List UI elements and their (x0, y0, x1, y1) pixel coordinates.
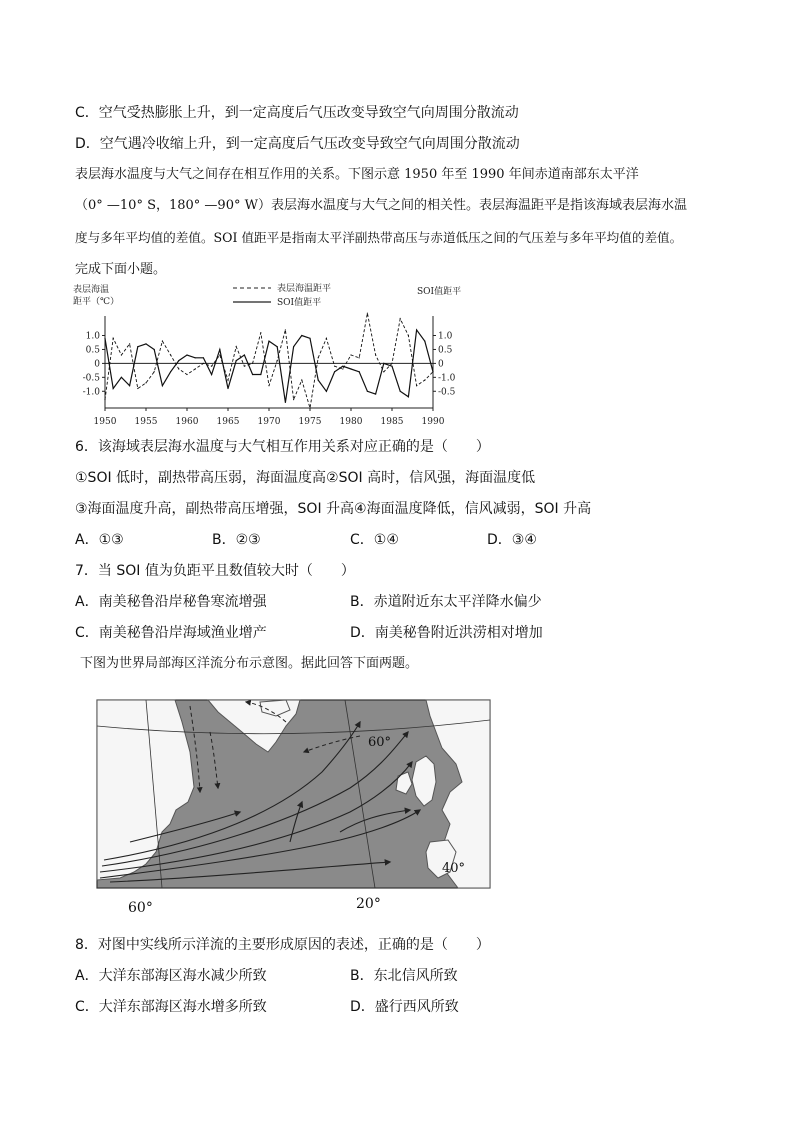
sst-data-point (170, 354, 171, 355)
soi-data-point (162, 385, 163, 386)
q6-stem: 6．该海域表层海水温度与大气相互作用关系对应正确的是（ ） (75, 439, 490, 455)
x-tick-label: 1985 (380, 417, 404, 427)
soi-data-point (359, 371, 360, 372)
sst-data-point (252, 363, 253, 364)
soi-data-point (367, 391, 368, 392)
right-tick-label: -0.5 (438, 387, 456, 398)
sst-data-point (203, 363, 204, 364)
q6-option-d[interactable]: D．③④ (487, 532, 537, 548)
sst-data-point (186, 374, 187, 375)
soi-data-point (293, 346, 294, 347)
soi-data-point (252, 374, 253, 375)
sst-data-point (145, 382, 146, 383)
x-tick-label: 1975 (298, 417, 322, 427)
q8-stem: 8．对图中实线所示洋流的主要形成原因的表述，正确的是（ ） (75, 937, 490, 953)
soi-data-point (145, 343, 146, 344)
sst-data-point (285, 329, 286, 330)
soi-data-point (375, 393, 376, 394)
left-axis-label (73, 283, 119, 307)
soi-data-point (268, 340, 269, 341)
sst-data-point (342, 368, 343, 369)
soi-data-point (211, 374, 212, 375)
sst-data-point (334, 366, 335, 367)
soi-data-point (424, 340, 425, 341)
intro-line-4: 完成下面小题。 (75, 262, 167, 277)
sst-data-point (408, 335, 409, 336)
sst-data-point (359, 357, 360, 358)
q6-statements-1: ①SOI 低时，副热带高压弱，海面温度高②SOI 高时，信风强，海面温度低 (75, 470, 536, 486)
sst-data-point (350, 354, 351, 355)
plot-frame (105, 316, 433, 408)
soi-data-point (383, 363, 384, 364)
right-tick-label: -1.0 (438, 373, 456, 384)
legend-label-sst: 表层海温距平 (277, 284, 332, 294)
soi-data-point (113, 388, 114, 389)
soi-data-point (391, 366, 392, 367)
soi-data-point (227, 388, 228, 389)
soi-data-point (137, 346, 138, 347)
soi-data-point (203, 357, 204, 358)
sst-data-point (195, 368, 196, 369)
sst-data-point (318, 357, 319, 358)
prev-option-d: D．空气遇冷收缩上升，到一定高度后气压改变导致空气向周围分散流动 (75, 136, 520, 152)
intro2: 下图为世界局部海区洋流分布示意图。据此回答下面两题。 (80, 656, 419, 671)
soi-data-point (236, 360, 237, 361)
sst-data-point (129, 343, 130, 344)
chart-legend (233, 282, 331, 308)
map-label-lon-20: 20° (356, 896, 381, 912)
q6-option-a[interactable]: A．①③ (75, 532, 124, 548)
soi-data-point (129, 385, 130, 386)
soi-data-point (309, 338, 310, 339)
right-tick-label: 0.5 (438, 345, 453, 356)
soi-data-point (121, 377, 122, 378)
sst-data-point (244, 366, 245, 367)
soi-data-point (408, 396, 409, 397)
sst-data-point (391, 363, 392, 364)
sst-data-point (121, 354, 122, 355)
soi-data-point (416, 329, 417, 330)
right-axis-label: SOI值距平 (417, 287, 462, 297)
q8-option-c[interactable]: C．大洋东部海区海水增多所致 (75, 999, 267, 1015)
intro-line-1: 表层海水温度与大气之间存在相互作用的关系。下图示意 1950 年至 1990 年间赤道南部东太平洋 (75, 167, 639, 182)
soi-data-point (277, 346, 278, 347)
sst-data-point (309, 407, 310, 408)
left-tick-label: 0.5 (85, 345, 100, 356)
q7-option-a[interactable]: A．南美秘鲁沿岸秘鲁寒流增强 (75, 594, 267, 610)
soi-data-point (350, 368, 351, 369)
q8-option-b[interactable]: B．东北信风所致 (350, 968, 458, 984)
x-tick-label: 1980 (339, 417, 363, 427)
soi-data-point (400, 391, 401, 392)
left-tick-label: -0.5 (82, 373, 100, 384)
sst-data-point (104, 399, 105, 400)
x-tick-label: 1970 (257, 417, 281, 427)
q6-option-c[interactable]: C．①④ (350, 532, 399, 548)
sst-data-point (301, 380, 302, 381)
series-layer (104, 313, 433, 409)
left-tick-label: 1.0 (85, 331, 100, 342)
sst-data-point (260, 332, 261, 333)
soi-data-point (104, 338, 105, 339)
q7-stem: 7．当 SOI 值为负距平且数值较大时（ ） (75, 563, 355, 579)
soi-data-point (334, 371, 335, 372)
soi-data-point (219, 349, 220, 350)
sst-data-point (113, 338, 114, 339)
sst-data-point (383, 371, 384, 372)
sst-data-point (326, 338, 327, 339)
sst-data-point (268, 385, 269, 386)
left-axis-label-line1: 表层海温 (73, 285, 110, 295)
sst-data-point (227, 380, 228, 381)
intro-line-2: （0° —10° S，180° —90° W）表层海水温度与大气之间的相关性。表层海温距平是指该海域表层海水温 (75, 198, 687, 213)
q7-option-c[interactable]: C．南美秘鲁沿岸海域渔业增产 (75, 625, 267, 641)
map-label-lat-40: 40° (442, 861, 466, 876)
soi-data-point (170, 371, 171, 372)
q7-option-b[interactable]: B．赤道附近东太平洋降水偏少 (350, 594, 542, 610)
x-tick-label: 1955 (134, 417, 158, 427)
soi-data-point (318, 380, 319, 381)
sst-data-point (375, 354, 376, 355)
left-tick-label: -1.0 (82, 387, 100, 398)
left-tick-label: 0 (94, 359, 100, 370)
x-tick-label: 1990 (421, 417, 445, 427)
x-tick-label: 1960 (175, 417, 199, 427)
series-line-sst (105, 313, 433, 408)
soi-data-point (326, 391, 327, 392)
soi-data-point (244, 354, 245, 355)
soi-data-point (186, 354, 187, 355)
ocean-current-map (90, 692, 500, 918)
q8-option-a[interactable]: A．大洋东部海区海水减少所致 (75, 968, 267, 984)
sst-data-point (416, 385, 417, 386)
sst-data-point (424, 380, 425, 381)
sst-data-point (367, 313, 368, 314)
right-tick-label: 1.0 (438, 331, 453, 342)
soi-data-point (342, 366, 343, 367)
left-axis-label-line2: 距平（℃） (73, 297, 120, 307)
sst-data-point (211, 366, 212, 367)
right-tick-labels (433, 332, 456, 398)
sst-data-point (277, 360, 278, 361)
sst-data-point (219, 354, 220, 355)
sst-soi-chart (65, 280, 465, 430)
x-tick-labels (94, 408, 445, 427)
soi-data-point (285, 402, 286, 403)
sst-data-point (293, 399, 294, 400)
legend-label-soi: SOI值距平 (277, 298, 322, 308)
x-tick-label: 1950 (93, 417, 117, 427)
x-tick-label: 1965 (216, 417, 240, 427)
map-label-lon-60: 60° (128, 900, 153, 916)
soi-data-point (260, 374, 261, 375)
q6-statements-2: ③海面温度升高，副热带高压增强，SOI 升高④海面温度降低，信风减弱，SOI 升高 (75, 501, 592, 517)
soi-data-point (178, 360, 179, 361)
sst-data-point (154, 371, 155, 372)
sst-data-point (236, 346, 237, 347)
left-tick-labels (83, 332, 105, 398)
q6-option-b[interactable]: B．②③ (212, 532, 261, 548)
intro-line-3: 度与多年平均值的差值。SOI 值距平是指南太平洋副热带高压与赤道低压之间的气压差与多年平均值的差值。 (75, 230, 683, 245)
sst-data-point (400, 318, 401, 319)
soi-data-point (432, 371, 433, 372)
sst-data-point (137, 388, 138, 389)
sst-data-point (178, 368, 179, 369)
q7-option-d[interactable]: D．南美秘鲁附近洪涝相对增加 (350, 625, 543, 641)
prev-option-c: C．空气受热膨胀上升，到一定高度后气压改变导致空气向周围分散流动 (75, 105, 519, 121)
right-tick-label: 0 (438, 359, 444, 370)
soi-data-point (195, 357, 196, 358)
soi-data-point (301, 335, 302, 336)
map-label-lat-60: 60° (368, 735, 392, 750)
sst-data-point (162, 340, 163, 341)
q8-option-d[interactable]: D．盛行西风所致 (350, 999, 459, 1015)
soi-data-point (154, 349, 155, 350)
